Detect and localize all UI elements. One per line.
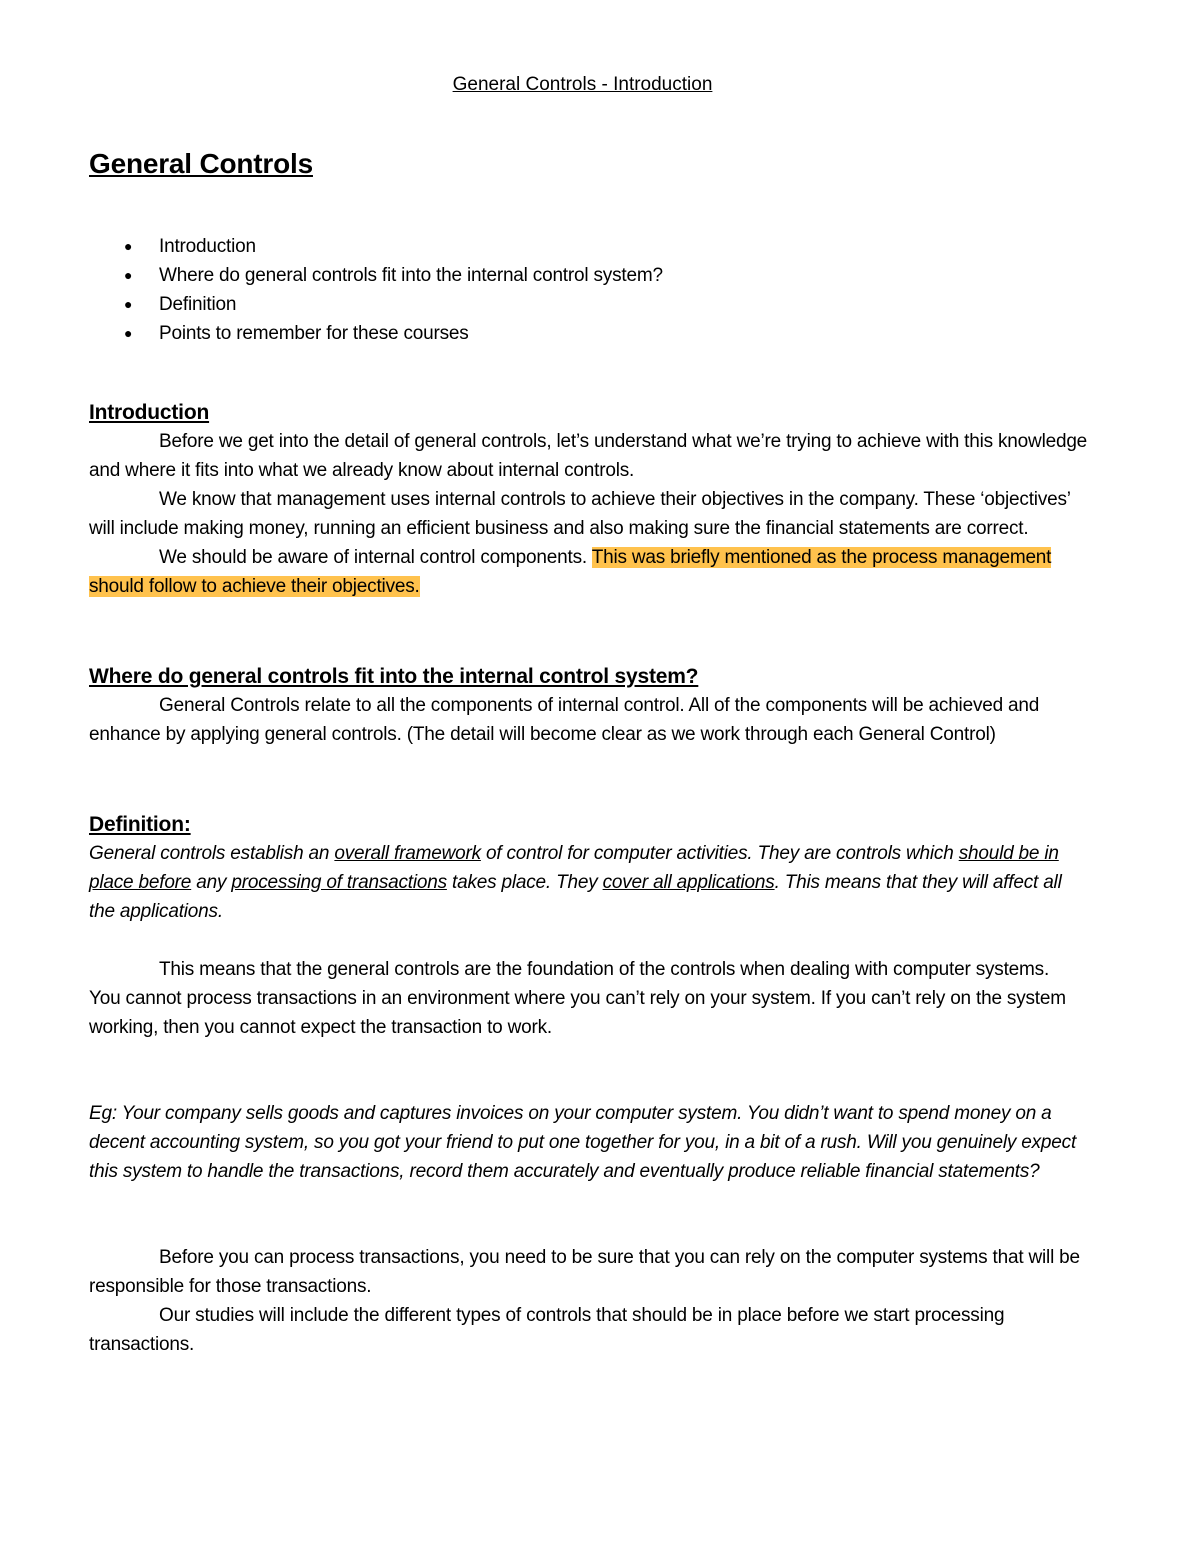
contents-item-label: Introduction [159, 236, 256, 257]
closing-section [89, 1243, 1089, 1359]
bullet-icon: ● [124, 267, 133, 283]
bullet-icon: ● [124, 325, 133, 341]
definition-section [89, 810, 1089, 926]
closing-paragraph: Before you can process transactions, you need to be sure that you can rely on the computer systems that will be responsible for those transactions. [89, 1247, 1080, 1297]
foundation-paragraph: This means that the general controls are the foundation of the controls when dealing with computer systems. [159, 959, 1050, 980]
highlighted-text: This was briefly mentioned as the process management should follow to achieve their objectives. [89, 547, 1052, 597]
bullet-icon: ● [124, 238, 133, 254]
contents-item [89, 232, 663, 261]
where-section [89, 662, 1089, 749]
introduction-heading: Introduction [89, 401, 210, 424]
contents-item [89, 319, 663, 348]
definition-heading: Definition: [89, 813, 191, 836]
where-heading: Where do general controls fit into the internal control system? [89, 665, 699, 688]
contents-list [89, 232, 663, 348]
introduction-section [89, 398, 1089, 601]
page-header: General Controls - Introduction [452, 74, 713, 95]
introduction-text: We should be aware of internal control components. [159, 547, 592, 568]
contents-item-label: Points to remember for these courses [159, 323, 469, 344]
underlined-term: cover all applications [602, 872, 775, 893]
introduction-paragraph [89, 543, 1089, 601]
closing-paragraph: Our studies will include the different types of controls that should be in place before we start processing transactions. [89, 1305, 1005, 1355]
definition-text: General controls establish an overall framework of control for computer activities. They are controls which should be in place before any processing of transactions takes place. They cover all applications. This means that they will affect all the applications. [89, 843, 1062, 922]
contents-item-label: Definition [159, 294, 237, 315]
example-section [89, 1099, 1089, 1186]
introduction-paragraph: We know that management uses internal controls to achieve their objectives in the company. These ‘objectives’ will include making money, running an efficient business and also making sure the financial statements are correct. [89, 489, 1071, 539]
example-paragraph: Eg: Your company sells goods and captures invoices on your computer system. You didn’t want to spend money on a decent accounting system, so you got your friend to put one together for you, in a bit of a rush. Will you genuinely expect this system to handle the transactions, record them accurately and eventually produce reliable financial statements? [89, 1103, 1077, 1182]
foundation-section [89, 955, 1089, 1042]
underlined-term: should be in place before [89, 843, 1059, 893]
rely-paragraph: You cannot process transactions in an environment where you can’t rely on your system. If you can’t rely on the system working, then you cannot expect the transaction to work. [89, 988, 1066, 1038]
contents-item-label: Where do general controls fit into the internal control system? [159, 265, 663, 286]
document-title: General Controls [89, 148, 313, 179]
underlined-term: overall framework [334, 843, 481, 864]
bullet-icon: ● [124, 296, 133, 312]
contents-item [89, 261, 663, 290]
where-paragraph: General Controls relate to all the components of internal control. All of the components will be achieved and enhance by applying general controls. (The detail will become clear as we work through each General Control) [89, 695, 1040, 745]
underlined-term: processing of transactions [231, 872, 447, 893]
contents-item [89, 290, 663, 319]
introduction-paragraph: Before we get into the detail of general controls, let’s understand what we’re trying to achieve with this knowledge and where it fits into what we already know about internal controls. [89, 431, 1088, 481]
